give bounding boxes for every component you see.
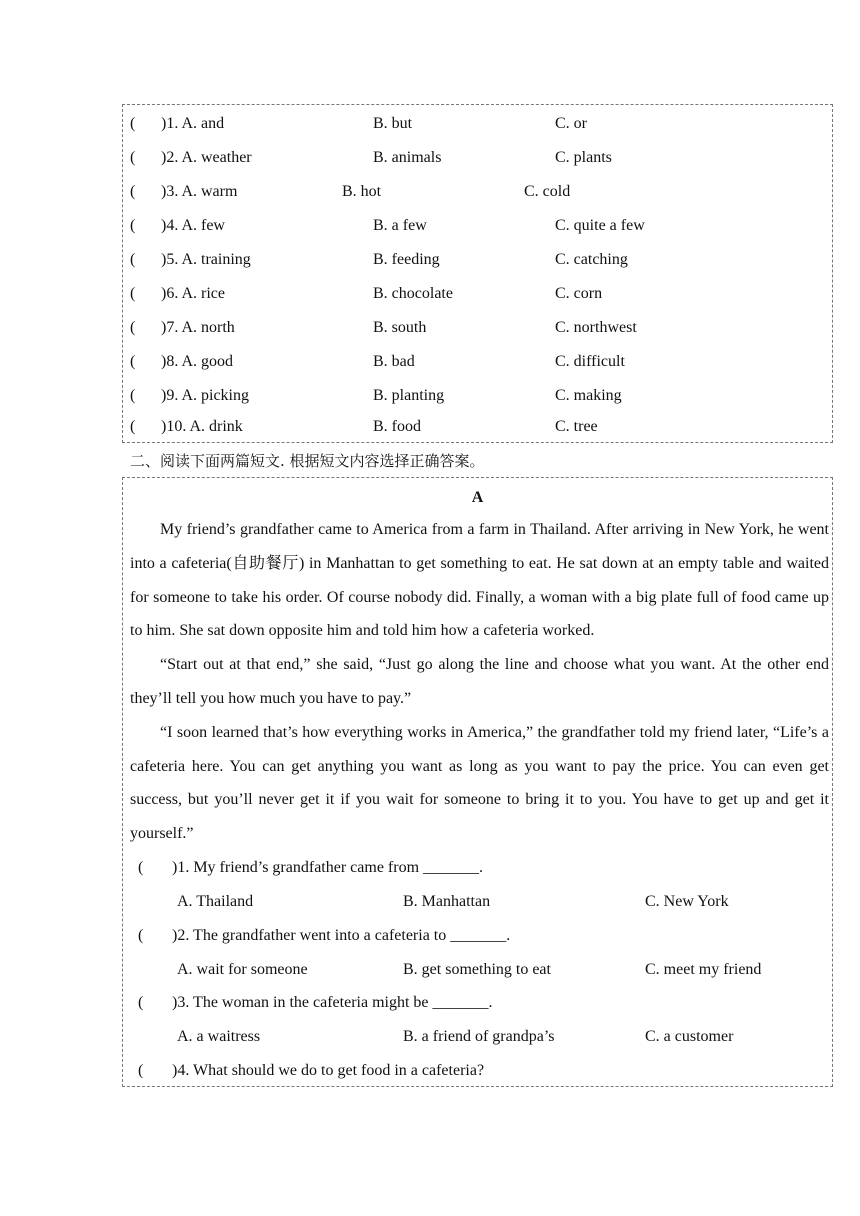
option-c: C. a customer	[645, 1028, 734, 1045]
option-b: B. Manhattan	[403, 893, 491, 910]
option-a: A. a waitress	[177, 1028, 261, 1045]
cloze-item	[123, 209, 832, 243]
question-text: )3. The woman in the cafeteria might be _______.	[172, 994, 493, 1011]
answer-blank[interactable]: (	[130, 418, 136, 435]
option-b: B. a friend of grandpa’s	[403, 1028, 555, 1045]
cloze-item	[123, 311, 832, 345]
section-heading: 二、阅读下面两篇短文. 根据短文内容选择正确答案。	[130, 452, 485, 470]
option-c: C. making	[555, 387, 622, 404]
answer-blank[interactable]: (	[138, 1062, 144, 1079]
paragraph: “I soon learned that’s how everything works in America,” the grandfather told my friend later, “Life’s a cafeteria here. You can get anything you want as long as you want to pay the price. You can even get success, but you’ll never get it if you wait for someone to bring it to you. You have to get up and get it yourself.”	[130, 723, 829, 843]
cloze-item	[123, 345, 832, 379]
option-a: )4. A. few	[161, 217, 225, 234]
option-b: B. a few	[373, 217, 427, 234]
option-b: B. planting	[373, 387, 445, 404]
paragraph: “Start out at that end,” she said, “Just go along the line and choose what you want. At the other end they’ll tell you how much you have to pay.”	[130, 656, 829, 707]
cloze-item	[123, 107, 832, 141]
cloze-item	[123, 410, 832, 444]
option-c: C. difficult	[555, 353, 625, 370]
passage-text	[130, 513, 829, 851]
option-b: B. hot	[342, 183, 382, 200]
option-a: A. wait for someone	[177, 961, 308, 978]
question-options	[123, 885, 832, 919]
option-a: )6. A. rice	[161, 285, 225, 302]
question-item	[123, 919, 832, 953]
option-a: )2. A. weather	[161, 149, 252, 166]
cloze-item	[123, 141, 832, 175]
option-a: )1. A. and	[161, 115, 225, 132]
option-a: A. Thailand	[177, 893, 254, 910]
answer-blank[interactable]: (	[130, 115, 136, 132]
option-c: C. or	[555, 115, 587, 132]
question-options	[123, 1020, 832, 1054]
question-item	[123, 851, 832, 885]
option-b: B. chocolate	[373, 285, 453, 302]
option-b: B. but	[373, 115, 413, 132]
option-c: C. meet my friend	[645, 961, 762, 978]
answer-blank[interactable]: (	[138, 859, 144, 876]
reading-passage-box	[122, 477, 833, 1087]
option-b: B. south	[373, 319, 427, 336]
option-a: )3. A. warm	[161, 183, 238, 200]
cloze-item	[123, 277, 832, 311]
option-c: C. quite a few	[555, 217, 645, 234]
answer-blank[interactable]: (	[130, 217, 136, 234]
option-c: C. northwest	[555, 319, 637, 336]
question-text: )4. What should we do to get food in a cafeteria?	[172, 1062, 485, 1079]
paragraph: My friend’s grandfather came to America from a farm in Thailand. After arriving in New York, he went into a cafeteria(自助餐厅) in Manhattan to get something to eat. He sat down at an empty table and waited for someone to take his order. Of course nobody did. Finally, a woman with a big plate full of food came up to him. She sat down opposite him and told him how a cafeteria worked.	[130, 521, 829, 640]
question-item	[123, 986, 832, 1020]
option-c: C. plants	[555, 149, 612, 166]
option-a: )9. A. picking	[161, 387, 249, 404]
answer-blank[interactable]: (	[130, 285, 136, 302]
option-b: B. bad	[373, 353, 415, 370]
cloze-item	[123, 175, 832, 209]
question-text: )2. The grandfather went into a cafeteria to _______.	[172, 927, 511, 944]
answer-blank[interactable]: (	[130, 183, 136, 200]
answer-blank[interactable]: (	[130, 149, 136, 166]
option-b: B. animals	[373, 149, 442, 166]
option-b: B. food	[373, 418, 421, 435]
cloze-options-box	[122, 104, 833, 443]
option-b: B. get something to eat	[403, 961, 551, 978]
answer-blank[interactable]: (	[138, 927, 144, 944]
option-c: C. corn	[555, 285, 603, 302]
question-text: )1. My friend’s grandfather came from _______.	[172, 859, 484, 876]
cloze-item	[123, 243, 832, 277]
answer-blank[interactable]: (	[138, 994, 144, 1011]
cloze-item	[123, 379, 832, 413]
option-c: C. tree	[555, 418, 598, 435]
question-item	[123, 1054, 832, 1088]
passage-label: A	[471, 489, 484, 506]
question-options	[123, 953, 832, 987]
option-c: C. cold	[524, 183, 571, 200]
answer-blank[interactable]: (	[130, 251, 136, 268]
option-c: C. New York	[645, 893, 729, 910]
answer-blank[interactable]: (	[130, 319, 136, 336]
option-a: )5. A. training	[161, 251, 251, 268]
option-a: )10. A. drink	[161, 418, 243, 435]
option-a: )8. A. good	[161, 353, 233, 370]
option-a: )7. A. north	[161, 319, 235, 336]
option-b: B. feeding	[373, 251, 440, 268]
answer-blank[interactable]: (	[130, 353, 136, 370]
answer-blank[interactable]: (	[130, 387, 136, 404]
option-c: C. catching	[555, 251, 628, 268]
